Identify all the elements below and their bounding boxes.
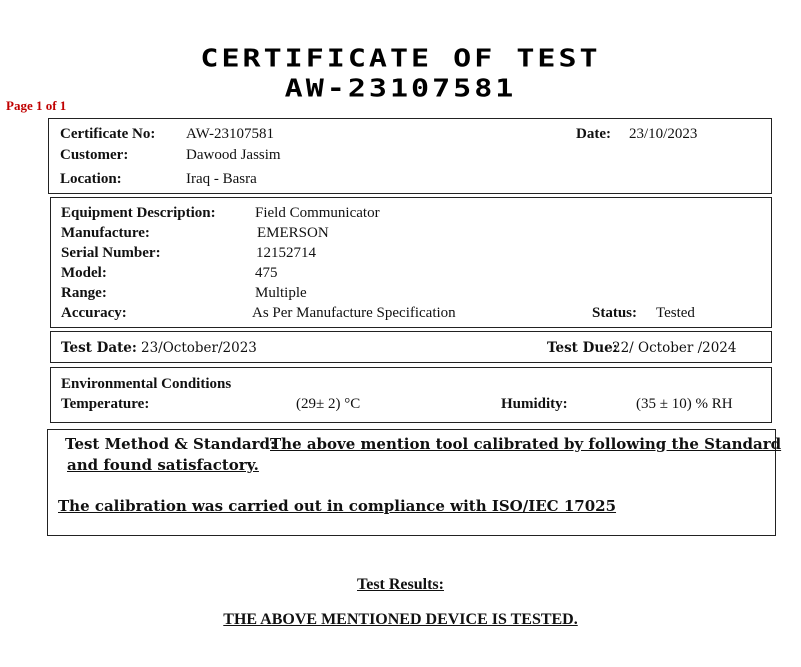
accuracy-value: As Per Manufacture Specification: [252, 305, 456, 321]
accuracy-label: Accuracy:: [61, 305, 127, 321]
compliance-statement: The calibration was carried out in compliance with ISO/IEC 17025: [58, 497, 617, 515]
serial-number-value: 12152714: [256, 245, 316, 261]
header-info-box: [48, 118, 772, 194]
status-value: Tested: [656, 305, 695, 321]
date-label: Date:: [576, 126, 611, 142]
location-value: Iraq - Basra: [186, 171, 257, 187]
certificate-no-value: AW-23107581: [186, 126, 274, 142]
test-results-statement: THE ABOVE MENTIONED DEVICE IS TESTED.: [223, 611, 578, 628]
manufacture-value: EMERSON: [257, 225, 329, 241]
environmental-conditions-box: [50, 367, 772, 423]
test-due-label: Test Due:: [547, 340, 618, 356]
test-method-text-line2: and found satisfactory.: [67, 456, 259, 474]
customer-label: Customer:: [60, 147, 129, 163]
location-label: Location:: [60, 171, 122, 187]
test-date-value: 23/October/2023: [141, 340, 257, 356]
test-method-box: [47, 429, 782, 536]
temperature-value: (29± 2) °C: [296, 396, 361, 412]
model-value: 475: [255, 265, 278, 281]
equipment-box: [50, 197, 772, 328]
range-label: Range:: [61, 285, 107, 301]
test-date-label: Test Date:: [61, 340, 137, 356]
certificate-title: CERTIFICATE OF TEST: [200, 44, 601, 73]
environmental-heading: Environmental Conditions: [61, 376, 232, 392]
certificate-number-title: AW-23107581: [284, 74, 517, 103]
temperature-label: Temperature:: [61, 396, 150, 412]
manufacture-label: Manufacture:: [61, 225, 150, 241]
certificate-no-label: Certificate No:: [60, 126, 156, 142]
page-indicator: Page 1 of 1: [6, 98, 67, 113]
humidity-label: Humidity:: [501, 396, 568, 412]
range-value: Multiple: [255, 285, 307, 301]
serial-number-label: Serial Number:: [61, 245, 161, 261]
test-results-heading: Test Results:: [357, 576, 444, 593]
equipment-description-label: Equipment Description:: [61, 205, 216, 221]
test-due-value: 22/ October /2024: [612, 340, 737, 356]
humidity-value: (35 ± 10) % RH: [636, 396, 733, 412]
customer-value: Dawood Jassim: [186, 147, 281, 163]
model-label: Model:: [61, 265, 107, 281]
equipment-description-value: Field Communicator: [255, 205, 380, 221]
status-label: Status:: [592, 305, 638, 321]
test-dates-box: [50, 331, 772, 363]
test-method-label: Test Method & Standard:: [65, 435, 276, 453]
date-value: 23/10/2023: [629, 126, 698, 142]
test-method-text-line1: The above mention tool calibrated by following the Standard: [270, 435, 782, 453]
